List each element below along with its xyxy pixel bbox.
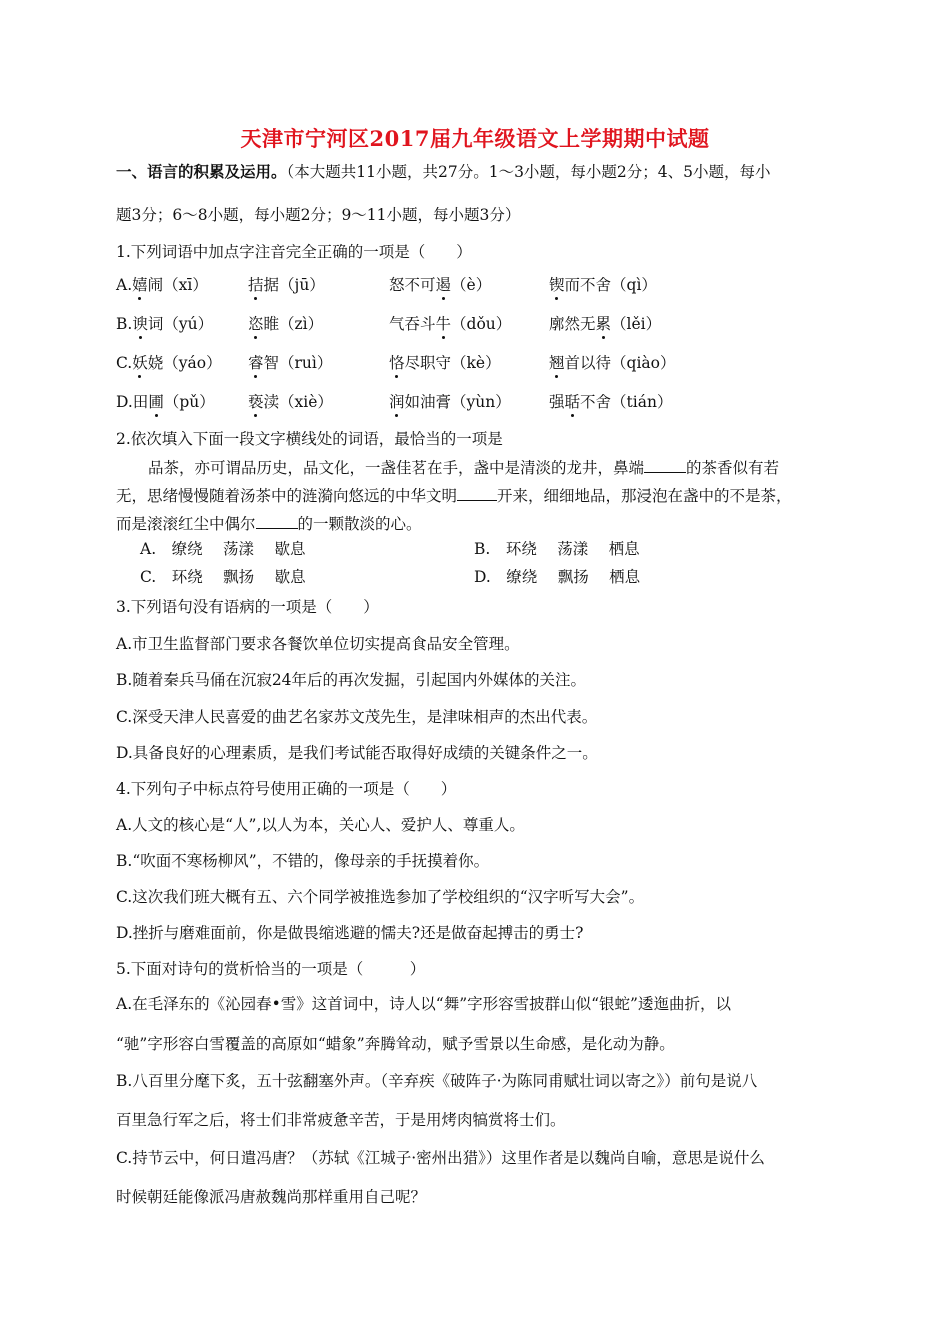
q2-text: 无，思绪慢慢随着汤茶中的涟漪向悠远的中华文明 <box>116 487 458 505</box>
option-text: 智（ruì） <box>263 354 333 372</box>
q1-option-r1-c2 <box>248 275 325 295</box>
q1-option-r1-c4 <box>549 275 657 295</box>
dotted-character: 恪 <box>389 354 405 372</box>
dotted-character: 谀 <box>132 315 148 333</box>
option-text: 如油膏（yùn） <box>404 393 511 411</box>
q1-option-r1-c3 <box>389 275 491 295</box>
q2-passage-line-3 <box>116 512 422 534</box>
q1-option-r3-c1 <box>116 353 222 373</box>
dotted-character: 锲 <box>549 276 565 294</box>
dotted-character: 嬉 <box>132 276 148 294</box>
dotted-character: 圃 <box>148 393 164 411</box>
option-text: （lěi） <box>611 315 662 333</box>
q5-option-b-line-1: B.八百里分麾下炙，五十弦翻塞外声。（辛弃疾《破阵子·为陈同甫赋壮词以寄之》）前句是说八 <box>116 1072 758 1090</box>
q4-stem: 4.下列句子中标点符号使用正确的一项是（ ） <box>116 780 457 798</box>
q3-option-b: B.随着秦兵马俑在沉寂24年后的再次发掘，引起国内外媒体的关注。 <box>116 671 587 689</box>
option-text: 首以待（qiào） <box>564 354 676 372</box>
option-text: C. <box>116 354 133 372</box>
option-text: D.田 <box>116 393 149 411</box>
option-text: A. <box>116 276 133 294</box>
dotted-character: 睿 <box>248 354 264 372</box>
section-note: （本大题共11小题，共27分。1～3小题，每小题2分；4、5小题，每小 <box>286 163 771 181</box>
q4-option-d: D.挫折与磨难面前，你是做畏缩逃避的懦夫?还是做奋起搏击的勇士? <box>116 924 584 942</box>
q2-text: 的一颗散淡的心。 <box>297 515 422 533</box>
q5-stem: 5.下面对诗句的赏析恰当的一项是（ ） <box>116 960 426 978</box>
q1-stem: 1.下列词语中加点字注音完全正确的一项是（ ） <box>116 243 472 261</box>
q2-passage-line-2 <box>116 484 792 506</box>
q2-option-d: D. 缭绕 飘扬 栖息 <box>474 568 641 586</box>
q1-option-r4-c2 <box>248 392 333 412</box>
dotted-character: 遏 <box>435 276 452 294</box>
option-text: 娆（yáo） <box>147 354 222 372</box>
option-text: 不舍（tián） <box>580 393 673 411</box>
q3-option-d: D.具备良好的心理素质，是我们考试能否取得好成绩的关键条件之一。 <box>116 744 598 762</box>
dotted-character: 累 <box>595 315 612 333</box>
q3-option-c: C.深受天津人民喜爱的曲艺名家苏文茂先生，是津味相声的杰出代表。 <box>116 708 598 726</box>
option-text: （è） <box>451 276 492 294</box>
option-text: 气吞斗 <box>389 315 436 333</box>
q1-option-r2-c3 <box>389 314 511 334</box>
q5-option-a-line-2: “驰”字形容白雪覆盖的高原如“蜡象”奔腾耸动，赋予雪景以生命感，是化动为静。 <box>116 1035 675 1053</box>
option-text: B. <box>116 315 133 333</box>
q2-text: 品茶，亦可谓品历史，品文化，一盏佳茗在手，盏中是清淡的龙井，鼻端 <box>148 459 645 477</box>
option-text: 据（jū） <box>263 276 325 294</box>
q5-option-a-line-1: A.在毛泽东的《沁园春•雪》这首词中，诗人以“舞”字形容雪披群山似“银蛇”逶迤曲折，以 <box>116 995 731 1013</box>
q2-option-b: B. 环绕 荡漾 栖息 <box>474 540 640 558</box>
dotted-character: 聒 <box>564 393 581 411</box>
q2-option-a: A. 缭绕 荡漾 歇息 <box>140 540 306 558</box>
option-text: （pǔ） <box>163 393 215 411</box>
option-text: 而不舍（qì） <box>564 276 657 294</box>
q5-option-c-line-2: 时候朝廷能像派冯唐赦魏尚那样重用自己呢？ <box>116 1188 427 1206</box>
q3-option-a: A.市卫生监督部门要求各餐饮单位切实提高食品安全管理。 <box>116 635 520 653</box>
option-text: 强 <box>549 393 565 411</box>
option-text: 闹（xī） <box>147 276 208 294</box>
dotted-character: 亵 <box>248 393 264 411</box>
dotted-character: 牛 <box>435 315 452 333</box>
dotted-character: 翘 <box>549 354 565 372</box>
q1-option-r3-c3 <box>389 353 501 373</box>
blank-1 <box>644 456 686 473</box>
q1-option-r2-c1 <box>116 314 213 334</box>
dotted-character: 拮 <box>248 276 264 294</box>
section-heading-line <box>116 162 771 182</box>
q5-option-b-line-2: 百里急行军之后，将士们非常疲惫辛苦，于是用烤肉犒赏将士们。 <box>116 1111 566 1129</box>
q1-option-r2-c2 <box>248 314 323 334</box>
option-text: 渎（xiè） <box>263 393 333 411</box>
option-text: 睢（zì） <box>263 315 324 333</box>
option-text: 词（yú） <box>147 315 214 333</box>
q4-option-c: C.这次我们班大概有五、六个同学被推选参加了学校组织的“汉字听写大会”。 <box>116 888 645 906</box>
section-heading: 一、语言的积累及运用。 <box>116 162 287 181</box>
q1-option-r1-c1 <box>116 275 208 295</box>
q2-text: 开来，细细地品，那浸泡在盏中的不是茶， <box>497 487 792 505</box>
q4-option-a: A.人文的核心是“人”,以人为本，关心人、爱护人、尊重人。 <box>116 816 525 834</box>
dotted-character: 润 <box>389 393 405 411</box>
dotted-character: 恣 <box>248 315 264 333</box>
q1-option-r4-c3 <box>389 392 511 412</box>
q1-option-r3-c2 <box>248 353 332 373</box>
section-note-cont: 题3分；6～8小题，每小题2分；9～11小题，每小题3分） <box>116 206 521 224</box>
q5-option-c-line-1: C.持节云中，何日遣冯唐？（苏轼《江城子·密州出猎》）这里作者是以魏尚自喻，意思是说什么 <box>116 1149 765 1167</box>
q2-passage-line-1 <box>148 456 779 478</box>
page-title: 天津市宁河区2017届九年级语文上学期期中试题 <box>240 126 710 151</box>
q2-text: 的茶香似有若 <box>686 459 780 477</box>
option-text: 廓然无 <box>549 315 596 333</box>
q3-stem: 3.下列语句没有语病的一项是（ ） <box>116 598 379 616</box>
dotted-character: 妖 <box>132 354 148 372</box>
q1-option-r4-c1 <box>116 392 215 412</box>
option-text: 尽职守（kè） <box>404 354 501 372</box>
option-text: 怒不可 <box>389 276 436 294</box>
q2-option-c: C. 环绕 飘扬 歇息 <box>140 568 306 586</box>
q4-option-b: B.“吹面不寒杨柳风”，不错的，像母亲的手抚摸着你。 <box>116 852 490 870</box>
option-text: （dǒu） <box>451 315 512 333</box>
q1-option-r4-c4 <box>549 392 672 412</box>
q1-option-r3-c4 <box>549 353 675 373</box>
q2-stem: 2.依次填入下面一段文字横线处的词语，最恰当的一项是 <box>116 430 503 448</box>
q1-option-r2-c4 <box>549 314 661 334</box>
blank-3 <box>256 512 298 529</box>
blank-2 <box>457 484 497 501</box>
q2-text: 而是滚滚红尘中偶尔 <box>116 515 256 533</box>
